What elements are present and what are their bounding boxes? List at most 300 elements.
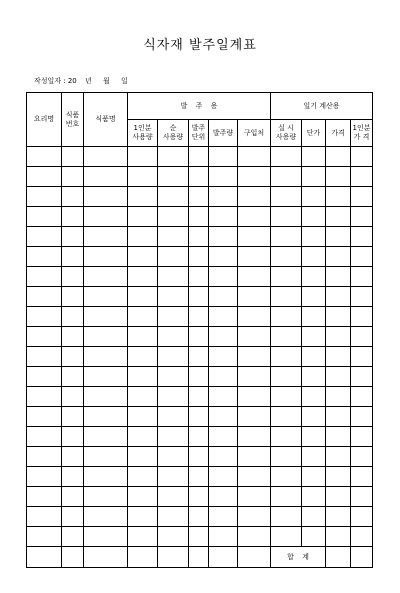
table-cell[interactable] <box>351 527 373 547</box>
table-cell[interactable] <box>158 147 189 167</box>
table-cell[interactable] <box>238 247 271 267</box>
table-cell[interactable] <box>302 307 326 327</box>
table-cell[interactable] <box>189 447 209 467</box>
table-cell[interactable] <box>84 467 128 487</box>
table-cell[interactable] <box>189 267 209 287</box>
table-cell[interactable] <box>128 367 158 387</box>
table-row <box>27 187 373 207</box>
table-row <box>27 167 373 187</box>
table-row <box>27 307 373 327</box>
table-cell[interactable] <box>84 387 128 407</box>
table-cell[interactable] <box>351 247 373 267</box>
total-per-person-price-cell[interactable] <box>351 547 373 568</box>
table-cell[interactable] <box>27 407 62 427</box>
table-cell[interactable] <box>302 327 326 347</box>
table-cell[interactable] <box>27 367 62 387</box>
total-cell[interactable] <box>27 547 62 568</box>
table-cell[interactable] <box>189 387 209 407</box>
table-cell[interactable] <box>302 167 326 187</box>
table-cell[interactable] <box>238 447 271 467</box>
table-cell[interactable] <box>326 167 351 187</box>
table-cell[interactable] <box>189 287 209 307</box>
table-cell[interactable] <box>271 147 302 167</box>
table-cell[interactable] <box>238 387 271 407</box>
total-row <box>27 547 373 568</box>
header-per-person-usage-line1: 1인분 <box>133 124 152 133</box>
table-cell[interactable] <box>271 187 302 207</box>
table-cell[interactable] <box>62 267 84 287</box>
table-cell[interactable] <box>84 367 128 387</box>
header-row-1 <box>27 93 373 120</box>
table-cell[interactable] <box>84 447 128 467</box>
table-cell[interactable] <box>271 367 302 387</box>
total-cell[interactable] <box>209 547 238 568</box>
table-row <box>27 347 373 367</box>
table-cell[interactable] <box>271 307 302 327</box>
table-cell[interactable] <box>238 407 271 427</box>
table-cell[interactable] <box>238 507 271 527</box>
table-cell[interactable] <box>302 247 326 267</box>
header-price: 가격 <box>326 120 351 147</box>
table-cell[interactable] <box>351 367 373 387</box>
table-cell[interactable] <box>27 427 62 447</box>
table-cell[interactable] <box>158 387 189 407</box>
table-cell[interactable] <box>351 207 373 227</box>
table-cell[interactable] <box>351 227 373 247</box>
table-cell[interactable] <box>351 187 373 207</box>
table-cell[interactable] <box>27 167 62 187</box>
table-cell[interactable] <box>302 347 326 367</box>
table-cell[interactable] <box>62 167 84 187</box>
table-cell[interactable] <box>128 147 158 167</box>
table-cell[interactable] <box>271 287 302 307</box>
table-cell[interactable] <box>326 207 351 227</box>
table-cell[interactable] <box>189 147 209 167</box>
table-cell[interactable] <box>27 387 62 407</box>
table-cell[interactable] <box>128 347 158 367</box>
date-label: 작성일자 : 20 <box>34 77 77 85</box>
table-cell[interactable] <box>128 327 158 347</box>
table-cell[interactable] <box>209 307 238 327</box>
table-cell[interactable] <box>189 487 209 507</box>
table-cell[interactable] <box>62 387 84 407</box>
table-cell[interactable] <box>351 167 373 187</box>
table-cell[interactable] <box>158 327 189 347</box>
form-title: 식자재 발주일계표 <box>143 38 257 53</box>
table-row <box>27 467 373 487</box>
table-cell[interactable] <box>128 487 158 507</box>
table-cell[interactable] <box>302 487 326 507</box>
total-cell[interactable] <box>238 547 271 568</box>
table-cell[interactable] <box>209 427 238 447</box>
table-cell[interactable] <box>62 407 84 427</box>
table-cell[interactable] <box>84 287 128 307</box>
table-cell[interactable] <box>128 427 158 447</box>
header-order-group: 발 주 용 <box>128 93 271 120</box>
table-cell[interactable] <box>209 267 238 287</box>
table-cell[interactable] <box>302 367 326 387</box>
table-cell[interactable] <box>27 247 62 267</box>
table-cell[interactable] <box>209 187 238 207</box>
table-cell[interactable] <box>351 327 373 347</box>
header-net-usage-line1: 순 <box>169 124 177 133</box>
table-cell[interactable] <box>238 207 271 227</box>
table-cell[interactable] <box>84 147 128 167</box>
table-cell[interactable] <box>238 487 271 507</box>
table-cell[interactable] <box>271 467 302 487</box>
table-cell[interactable] <box>302 447 326 467</box>
table-cell[interactable] <box>128 407 158 427</box>
table-cell[interactable] <box>189 187 209 207</box>
table-cell[interactable] <box>209 227 238 247</box>
table-cell[interactable] <box>326 247 351 267</box>
table-cell[interactable] <box>351 267 373 287</box>
table-cell[interactable] <box>27 347 62 367</box>
table-cell[interactable] <box>326 527 351 547</box>
table-cell[interactable] <box>189 467 209 487</box>
header-purchase-place: 구입처 <box>238 120 271 147</box>
table-cell[interactable] <box>128 527 158 547</box>
table-row <box>27 327 373 347</box>
table-cell[interactable] <box>84 267 128 287</box>
table-cell[interactable] <box>271 407 302 427</box>
table-cell[interactable] <box>62 147 84 167</box>
table-cell[interactable] <box>62 227 84 247</box>
table-row <box>27 367 373 387</box>
table-cell[interactable] <box>271 227 302 247</box>
table-cell[interactable] <box>326 327 351 347</box>
header-per-person-price-line2: 가 격 <box>353 133 370 141</box>
table-row <box>27 247 373 267</box>
header-actual-usage-line1: 실 시 <box>278 124 294 133</box>
table-cell[interactable] <box>209 247 238 267</box>
date-line <box>34 76 128 86</box>
table-cell[interactable] <box>27 207 62 227</box>
table-row <box>27 527 373 547</box>
table-cell[interactable] <box>158 447 189 467</box>
table-cell[interactable] <box>158 267 189 287</box>
table-cell[interactable] <box>271 387 302 407</box>
table-cell[interactable] <box>158 427 189 447</box>
table-cell[interactable] <box>158 367 189 387</box>
header-per-person-usage-line2: 사용량 <box>132 133 153 141</box>
table-cell[interactable] <box>27 327 62 347</box>
table-cell[interactable] <box>238 367 271 387</box>
table-cell[interactable] <box>84 487 128 507</box>
table-cell[interactable] <box>271 527 302 547</box>
table-cell[interactable] <box>189 407 209 427</box>
header-net-usage-line2: 사용량 <box>162 133 184 141</box>
table-cell[interactable] <box>158 487 189 507</box>
table-cell[interactable] <box>27 487 62 507</box>
table-cell[interactable] <box>62 507 84 527</box>
table-cell[interactable] <box>158 347 189 367</box>
header-per-person-price <box>351 120 373 147</box>
table-cell[interactable] <box>351 487 373 507</box>
table-cell[interactable] <box>27 507 62 527</box>
table-cell[interactable] <box>189 167 209 187</box>
table-cell[interactable] <box>27 447 62 467</box>
table-cell[interactable] <box>326 187 351 207</box>
table-cell[interactable] <box>326 347 351 367</box>
table-cell[interactable] <box>326 147 351 167</box>
table-cell[interactable] <box>326 307 351 327</box>
table-cell[interactable] <box>27 467 62 487</box>
table-cell[interactable] <box>302 287 326 307</box>
table-cell[interactable] <box>62 347 84 367</box>
table-cell[interactable] <box>302 407 326 427</box>
table-cell[interactable] <box>128 227 158 247</box>
total-cell[interactable] <box>189 547 209 568</box>
table-cell[interactable] <box>238 467 271 487</box>
table-cell[interactable] <box>271 167 302 187</box>
table-cell[interactable] <box>62 467 84 487</box>
table-cell[interactable] <box>62 327 84 347</box>
table-cell[interactable] <box>158 167 189 187</box>
header-actual-usage-line2: 사용량 <box>275 133 297 141</box>
table-cell[interactable] <box>62 527 84 547</box>
table-cell[interactable] <box>84 527 128 547</box>
table-cell[interactable] <box>128 287 158 307</box>
table-cell[interactable] <box>62 247 84 267</box>
table-row <box>27 207 373 227</box>
table-cell[interactable] <box>209 347 238 367</box>
table-row <box>27 387 373 407</box>
table-cell[interactable] <box>158 287 189 307</box>
table-cell[interactable] <box>209 327 238 347</box>
table-cell[interactable] <box>351 147 373 167</box>
table-cell[interactable] <box>209 367 238 387</box>
table-cell[interactable] <box>302 387 326 407</box>
month-unit: 월 <box>103 77 110 85</box>
table-cell[interactable] <box>189 427 209 447</box>
total-price-cell[interactable] <box>326 547 351 568</box>
table-cell[interactable] <box>128 207 158 227</box>
table-cell[interactable] <box>326 447 351 467</box>
table-cell[interactable] <box>189 327 209 347</box>
table-cell[interactable] <box>209 147 238 167</box>
header-item-no-line2: 번호 <box>65 119 80 128</box>
table-cell[interactable] <box>27 147 62 167</box>
table-cell[interactable] <box>189 527 209 547</box>
table-cell[interactable] <box>351 287 373 307</box>
table-cell[interactable] <box>238 287 271 307</box>
table-cell[interactable] <box>27 287 62 307</box>
table-cell[interactable] <box>351 467 373 487</box>
header-net-usage <box>158 120 189 147</box>
table-cell[interactable] <box>27 307 62 327</box>
table-cell[interactable] <box>302 207 326 227</box>
header-order-unit-line1: 발주 <box>191 124 206 133</box>
table-cell[interactable] <box>62 287 84 307</box>
table-body <box>27 93 373 568</box>
table-cell[interactable] <box>209 527 238 547</box>
table-cell[interactable] <box>351 307 373 327</box>
table-cell[interactable] <box>128 167 158 187</box>
table-cell[interactable] <box>128 247 158 267</box>
table-cell[interactable] <box>302 147 326 167</box>
table-cell[interactable] <box>271 487 302 507</box>
table-cell[interactable] <box>189 207 209 227</box>
table-cell[interactable] <box>271 267 302 287</box>
table-cell[interactable] <box>351 347 373 367</box>
day-unit: 일 <box>121 77 128 85</box>
table-cell[interactable] <box>209 407 238 427</box>
table-row <box>27 507 373 527</box>
order-log-table <box>26 92 373 568</box>
table-cell[interactable] <box>158 247 189 267</box>
table-cell[interactable] <box>128 187 158 207</box>
table-cell[interactable] <box>209 207 238 227</box>
table-cell[interactable] <box>302 427 326 447</box>
header-per-person-price-line1: 1인분 <box>352 124 371 133</box>
table-cell[interactable] <box>158 307 189 327</box>
table-cell[interactable] <box>84 227 128 247</box>
table-cell[interactable] <box>271 427 302 447</box>
table-cell[interactable] <box>302 187 326 207</box>
table-cell[interactable] <box>238 147 271 167</box>
table-cell[interactable] <box>189 227 209 247</box>
header-order-qty: 발주량 <box>209 120 238 147</box>
table-cell[interactable] <box>326 267 351 287</box>
table-cell[interactable] <box>189 367 209 387</box>
table-cell[interactable] <box>326 407 351 427</box>
table-cell[interactable] <box>209 467 238 487</box>
table-row <box>27 447 373 467</box>
header-actual-usage <box>271 120 302 147</box>
table-cell[interactable] <box>62 187 84 207</box>
table-cell[interactable] <box>27 527 62 547</box>
table-cell[interactable] <box>351 407 373 427</box>
table-cell[interactable] <box>158 467 189 487</box>
table-cell[interactable] <box>128 507 158 527</box>
table-cell[interactable] <box>302 527 326 547</box>
table-cell[interactable] <box>209 507 238 527</box>
table-cell[interactable] <box>271 447 302 467</box>
table-cell[interactable] <box>84 187 128 207</box>
table-cell[interactable] <box>62 447 84 467</box>
header-order-unit <box>189 120 209 147</box>
table-row <box>27 287 373 307</box>
table-cell[interactable] <box>84 247 128 267</box>
table-cell[interactable] <box>302 467 326 487</box>
table-cell[interactable] <box>238 187 271 207</box>
year-unit: 년 <box>85 77 92 85</box>
table-cell[interactable] <box>351 387 373 407</box>
table-cell[interactable] <box>158 527 189 547</box>
table-cell[interactable] <box>302 227 326 247</box>
table-cell[interactable] <box>158 227 189 247</box>
table-cell[interactable] <box>189 507 209 527</box>
table-cell[interactable] <box>326 507 351 527</box>
table-cell[interactable] <box>326 367 351 387</box>
total-label: 합 계 <box>271 547 326 568</box>
table-row <box>27 147 373 167</box>
table-cell[interactable] <box>209 387 238 407</box>
table-cell[interactable] <box>238 527 271 547</box>
table-cell[interactable] <box>84 207 128 227</box>
table-cell[interactable] <box>209 487 238 507</box>
table-cell[interactable] <box>326 467 351 487</box>
table-cell[interactable] <box>209 167 238 187</box>
total-cell[interactable] <box>84 547 128 568</box>
table-cell[interactable] <box>238 307 271 327</box>
table-cell[interactable] <box>326 227 351 247</box>
table-cell[interactable] <box>238 227 271 247</box>
table-cell[interactable] <box>189 247 209 267</box>
table-cell[interactable] <box>128 307 158 327</box>
table-cell[interactable] <box>27 187 62 207</box>
table-row <box>27 487 373 507</box>
table-cell[interactable] <box>238 167 271 187</box>
table-cell[interactable] <box>351 507 373 527</box>
total-cell[interactable] <box>62 547 84 568</box>
table-cell[interactable] <box>326 387 351 407</box>
table-cell[interactable] <box>302 507 326 527</box>
table-cell[interactable] <box>62 207 84 227</box>
table-cell[interactable] <box>84 427 128 447</box>
table-cell[interactable] <box>271 347 302 367</box>
table-cell[interactable] <box>209 447 238 467</box>
header-food-name: 식품명 <box>84 93 128 147</box>
table-cell[interactable] <box>238 347 271 367</box>
table-cell[interactable] <box>128 387 158 407</box>
table-cell[interactable] <box>27 227 62 247</box>
table-cell[interactable] <box>128 267 158 287</box>
table-cell[interactable] <box>62 307 84 327</box>
table-cell[interactable] <box>326 427 351 447</box>
total-cell[interactable] <box>158 547 189 568</box>
table-row <box>27 267 373 287</box>
table-cell[interactable] <box>209 287 238 307</box>
table-cell[interactable] <box>84 407 128 427</box>
table-cell[interactable] <box>271 507 302 527</box>
table-cell[interactable] <box>84 347 128 367</box>
table-cell[interactable] <box>238 427 271 447</box>
table-cell[interactable] <box>128 467 158 487</box>
table-cell[interactable] <box>62 487 84 507</box>
table-cell[interactable] <box>189 307 209 327</box>
table-cell[interactable] <box>326 487 351 507</box>
table-cell[interactable] <box>158 507 189 527</box>
table-cell[interactable] <box>84 167 128 187</box>
table-cell[interactable] <box>351 427 373 447</box>
table-cell[interactable] <box>84 307 128 327</box>
table-row <box>27 407 373 427</box>
table-cell[interactable] <box>238 267 271 287</box>
table-cell[interactable] <box>271 247 302 267</box>
table-cell[interactable] <box>62 367 84 387</box>
table-cell[interactable] <box>302 267 326 287</box>
table-cell[interactable] <box>84 327 128 347</box>
table-cell[interactable] <box>158 207 189 227</box>
table-cell[interactable] <box>326 287 351 307</box>
total-cell[interactable] <box>128 547 158 568</box>
table-cell[interactable] <box>84 507 128 527</box>
table-row <box>27 227 373 247</box>
table-cell[interactable] <box>271 327 302 347</box>
header-order-unit-line2: 단위 <box>191 133 206 141</box>
table-cell[interactable] <box>271 207 302 227</box>
table-cell[interactable] <box>238 327 271 347</box>
table-cell[interactable] <box>158 187 189 207</box>
table-cell[interactable] <box>128 447 158 467</box>
table-cell[interactable] <box>62 427 84 447</box>
table-cell[interactable] <box>27 267 62 287</box>
table-cell[interactable] <box>158 407 189 427</box>
table-cell[interactable] <box>351 447 373 467</box>
table-cell[interactable] <box>189 347 209 367</box>
